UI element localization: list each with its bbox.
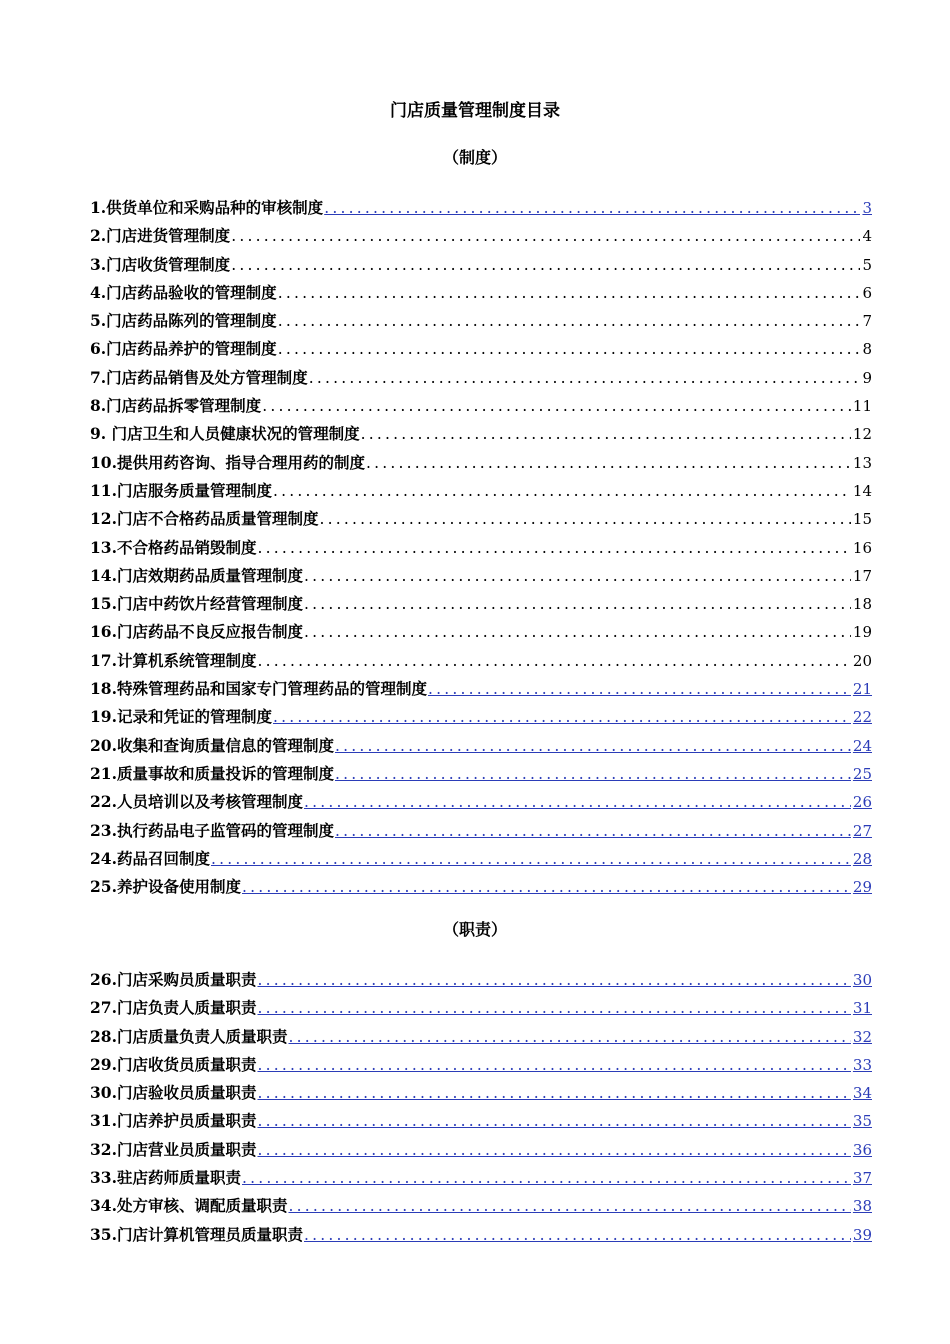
toc-entry-label: 21.质量事故和质量投诉的管理制度 bbox=[90, 763, 334, 783]
toc-dot-leader bbox=[366, 449, 851, 477]
toc-dot-leader bbox=[278, 279, 861, 307]
toc-page-number: 18 bbox=[852, 595, 872, 614]
toc-entry-label: 7.门店药品销售及处方管理制度 bbox=[90, 367, 308, 387]
toc-entry[interactable] bbox=[90, 194, 872, 222]
toc-page-number[interactable]: 38 bbox=[852, 1197, 872, 1216]
toc-dot-leader bbox=[273, 477, 851, 505]
toc-dot-leader bbox=[257, 534, 850, 562]
toc-entry-label: 18.特殊管理药品和国家专门管理药品的管理制度 bbox=[90, 679, 427, 699]
toc-dot-leader bbox=[278, 307, 861, 335]
toc-entry-label: 19.记录和凭证的管理制度 bbox=[90, 707, 272, 727]
toc-entry-label: 20.收集和查询质量信息的管理制度 bbox=[90, 735, 334, 755]
toc-entry bbox=[90, 222, 872, 250]
toc-dot-leader[interactable] bbox=[257, 994, 850, 1022]
toc-page-number[interactable]: 21 bbox=[852, 680, 872, 699]
toc-dot-leader[interactable] bbox=[257, 1051, 850, 1079]
toc-entry-label: 6.门店药品养护的管理制度 bbox=[90, 339, 277, 359]
toc-dot-leader[interactable] bbox=[257, 966, 850, 994]
toc-dot-leader[interactable] bbox=[273, 703, 851, 731]
toc-page-number[interactable]: 25 bbox=[852, 764, 872, 783]
toc-dot-leader[interactable] bbox=[257, 1136, 850, 1164]
toc-page-number: 7 bbox=[862, 312, 872, 331]
toc-page-number[interactable]: 24 bbox=[852, 736, 872, 755]
toc-entry-label: 1.供货单位和采购品种的审核制度 bbox=[90, 198, 324, 217]
toc-page-number[interactable]: 29 bbox=[852, 878, 872, 897]
toc-dot-leader[interactable] bbox=[257, 1107, 850, 1135]
toc-page-number[interactable]: 33 bbox=[852, 1055, 872, 1074]
toc-dot-leader bbox=[262, 392, 851, 420]
toc-entry bbox=[90, 647, 872, 675]
toc-entry bbox=[90, 590, 872, 618]
toc-entry-label: 34.处方审核、调配质量职责 bbox=[90, 1196, 288, 1216]
toc-entry[interactable] bbox=[90, 845, 872, 873]
toc-entry[interactable] bbox=[90, 1051, 872, 1079]
toc-entry-label: 27.门店负责人质量职责 bbox=[90, 998, 257, 1018]
toc-entry-label: 8.门店药品拆零管理制度 bbox=[90, 396, 262, 416]
toc-page-number[interactable]: 39 bbox=[852, 1225, 872, 1244]
toc-dot-leader[interactable] bbox=[288, 1192, 850, 1220]
toc-dot-leader bbox=[309, 364, 861, 392]
toc-entry[interactable] bbox=[90, 1107, 872, 1135]
toc-entry[interactable] bbox=[90, 966, 872, 994]
toc-page-number[interactable]: 32 bbox=[852, 1027, 872, 1046]
toc-entry[interactable] bbox=[90, 1221, 872, 1249]
toc-entry bbox=[90, 618, 872, 646]
toc-page-number[interactable]: 30 bbox=[852, 971, 872, 989]
toc-page-number[interactable]: 34 bbox=[852, 1084, 872, 1103]
toc-dot-leader bbox=[231, 251, 860, 279]
toc-page-number[interactable]: 3 bbox=[862, 199, 872, 217]
toc-entry bbox=[90, 279, 872, 307]
toc-dot-leader[interactable] bbox=[257, 1079, 850, 1107]
toc-entry-label: 10.提供用药咨询、指导合理用药的制度 bbox=[90, 452, 365, 472]
toc-entry[interactable] bbox=[90, 1192, 872, 1220]
toc-page-number: 19 bbox=[852, 623, 872, 642]
toc-entry-label: 26.门店采购员质量职责 bbox=[90, 970, 257, 989]
toc-list-regulations bbox=[90, 194, 872, 901]
toc-entry[interactable] bbox=[90, 675, 872, 703]
toc-dot-leader bbox=[304, 618, 851, 646]
toc-page-number: 20 bbox=[852, 651, 872, 670]
toc-entry-label: 3.门店收货管理制度 bbox=[90, 254, 231, 274]
toc-entry bbox=[90, 392, 872, 420]
toc-dot-leader[interactable] bbox=[335, 817, 851, 845]
toc-entry bbox=[90, 562, 872, 590]
toc-dot-leader[interactable] bbox=[304, 788, 851, 816]
document-title: 门店质量管理制度目录 bbox=[390, 101, 560, 121]
toc-entry bbox=[90, 364, 872, 392]
toc-dot-leader[interactable] bbox=[428, 675, 851, 703]
toc-page-number: 11 bbox=[852, 397, 872, 416]
toc-page-number: 4 bbox=[862, 227, 872, 246]
toc-dot-leader bbox=[231, 222, 860, 250]
toc-entry[interactable] bbox=[90, 994, 872, 1022]
toc-entry-label: 13.不合格药品销毁制度 bbox=[90, 537, 257, 557]
toc-entry-label: 2.门店进货管理制度 bbox=[90, 226, 231, 246]
toc-entry[interactable] bbox=[90, 1079, 872, 1107]
toc-page-number[interactable]: 22 bbox=[852, 708, 872, 727]
toc-entry-label: 33.驻店药师质量职责 bbox=[90, 1168, 241, 1188]
toc-entry[interactable] bbox=[90, 703, 872, 731]
toc-dot-leader[interactable] bbox=[242, 873, 851, 901]
toc-page-number: 12 bbox=[852, 425, 872, 444]
section-heading-duties: （职责） bbox=[442, 920, 507, 939]
toc-entry[interactable] bbox=[90, 732, 872, 760]
toc-page-number: 17 bbox=[852, 566, 872, 585]
toc-page-number: 5 bbox=[862, 255, 872, 274]
toc-dot-leader[interactable] bbox=[335, 760, 851, 788]
toc-page-number[interactable]: 26 bbox=[852, 793, 872, 812]
toc-entry[interactable] bbox=[90, 760, 872, 788]
toc-dot-leader[interactable] bbox=[211, 845, 851, 873]
toc-dot-leader[interactable] bbox=[242, 1164, 851, 1192]
toc-entry-label: 9. 门店卫生和人员健康状况的管理制度 bbox=[90, 424, 360, 444]
toc-entry-label: 28.门店质量负责人质量职责 bbox=[90, 1026, 288, 1046]
toc-entry-label: 22.人员培训以及考核管理制度 bbox=[90, 792, 303, 812]
toc-entry-label: 11.门店服务质量管理制度 bbox=[90, 480, 272, 500]
toc-entry-label: 35.门店计算机管理员质量职责 bbox=[90, 1224, 303, 1244]
toc-entry-label: 29.门店收货员质量职责 bbox=[90, 1054, 257, 1074]
toc-entry bbox=[90, 420, 872, 448]
toc-entry bbox=[90, 505, 872, 533]
toc-entry-label: 12.门店不合格药品质量管理制度 bbox=[90, 509, 319, 529]
toc-entry bbox=[90, 307, 872, 335]
toc-entry-label: 16.门店药品不良反应报告制度 bbox=[90, 622, 303, 642]
toc-entry-label: 5.门店药品陈列的管理制度 bbox=[90, 311, 277, 331]
toc-list-duties bbox=[90, 966, 872, 1249]
toc-entry[interactable] bbox=[90, 788, 872, 816]
toc-entry bbox=[90, 477, 872, 505]
toc-entry[interactable] bbox=[90, 1164, 872, 1192]
toc-entry-label: 14.门店效期药品质量管理制度 bbox=[90, 565, 303, 585]
section-heading-regulations: （制度） bbox=[442, 148, 507, 167]
toc-entry-label: 25.养护设备使用制度 bbox=[90, 877, 241, 897]
toc-entry-label: 23.执行药品电子监管码的管理制度 bbox=[90, 820, 334, 840]
toc-page-number[interactable]: 31 bbox=[852, 999, 872, 1018]
toc-page-number[interactable]: 36 bbox=[852, 1140, 872, 1159]
toc-dot-leader[interactable] bbox=[335, 732, 851, 760]
toc-dot-leader bbox=[257, 647, 850, 675]
toc-page-number: 15 bbox=[852, 510, 872, 529]
toc-entry-label: 30.门店验收员质量职责 bbox=[90, 1083, 257, 1103]
toc-page-number[interactable]: 35 bbox=[852, 1112, 872, 1131]
toc-dot-leader bbox=[319, 505, 850, 533]
toc-entry bbox=[90, 534, 872, 562]
toc-dot-leader bbox=[361, 420, 851, 448]
toc-entry[interactable] bbox=[90, 1023, 872, 1051]
toc-entry-label: 17.计算机系统管理制度 bbox=[90, 650, 257, 670]
toc-page-number: 16 bbox=[852, 538, 872, 557]
toc-entry[interactable] bbox=[90, 817, 872, 845]
toc-page-number[interactable]: 27 bbox=[852, 821, 872, 840]
toc-page-number: 13 bbox=[852, 453, 872, 472]
toc-page-number: 8 bbox=[862, 340, 872, 359]
toc-entry-label: 24.药品召回制度 bbox=[90, 848, 210, 868]
toc-entry[interactable] bbox=[90, 1136, 872, 1164]
toc-page-number[interactable]: 37 bbox=[852, 1169, 872, 1188]
toc-page-number[interactable]: 28 bbox=[852, 849, 872, 868]
toc-entry-label: 4.门店药品验收的管理制度 bbox=[90, 282, 277, 302]
toc-entry[interactable] bbox=[90, 873, 872, 901]
toc-entry-label: 32.门店营业员质量职责 bbox=[90, 1139, 257, 1159]
toc-dot-leader[interactable] bbox=[304, 1221, 851, 1249]
toc-page-number: 9 bbox=[862, 368, 872, 387]
toc-entry bbox=[90, 449, 872, 477]
toc-entry-label: 31.门店养护员质量职责 bbox=[90, 1111, 257, 1131]
toc-entry bbox=[90, 251, 872, 279]
toc-page-number: 14 bbox=[852, 481, 872, 500]
toc-dot-leader[interactable] bbox=[324, 194, 860, 222]
toc-dot-leader bbox=[304, 590, 851, 618]
toc-dot-leader bbox=[278, 335, 861, 363]
toc-dot-leader[interactable] bbox=[288, 1023, 850, 1051]
toc-page-number: 6 bbox=[862, 283, 872, 302]
toc-entry-label: 15.门店中药饮片经营管理制度 bbox=[90, 594, 303, 614]
toc-dot-leader bbox=[304, 562, 851, 590]
toc-entry bbox=[90, 335, 872, 363]
